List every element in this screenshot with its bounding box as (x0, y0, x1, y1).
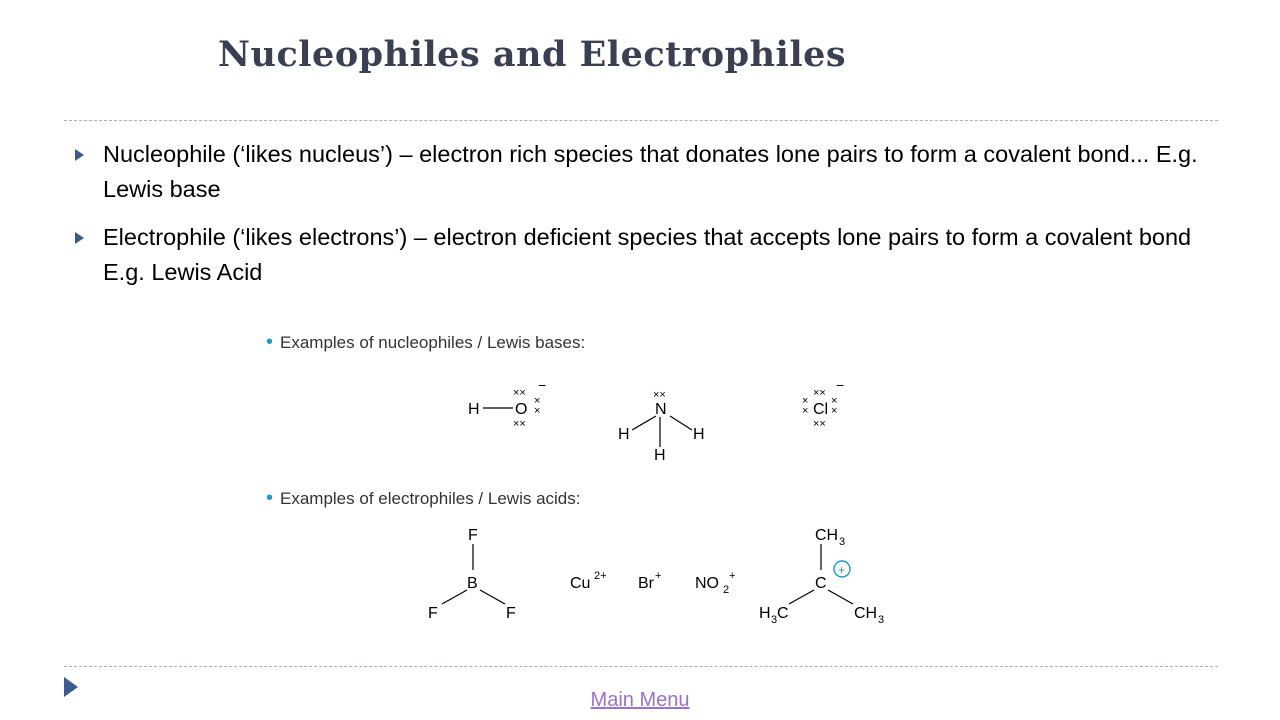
main-menu-link[interactable]: Main Menu (590, 689, 690, 711)
bullet-text: Electrophile (‘likes electrons’) – electron deficient species that accepts lone pairs to form a covalent bond E.g. Lewis Acid (103, 224, 1192, 285)
ammonia-n: N (655, 401, 667, 418)
ch3-top-sub: 3 (839, 536, 846, 548)
bf3-b: B (467, 575, 478, 592)
heading-bullet: • (266, 487, 274, 509)
chloride-dots-left-2: × (802, 405, 809, 417)
hydroxide-dots-bottom: ×× (513, 418, 526, 430)
top-divider (64, 120, 1218, 121)
chloride-structure (802, 377, 844, 430)
cu-charge: 2+ (594, 570, 607, 582)
bf3-f-right: F (506, 605, 516, 622)
bf3-f-top: F (468, 527, 478, 544)
ammonia-h-left: H (618, 426, 630, 443)
h3c-left-sub: 3 (771, 614, 778, 626)
plus-charge: + (838, 563, 846, 577)
ammonia-dots: ×× (653, 389, 666, 401)
lewis-examples-figure (262, 322, 902, 636)
electrophiles-heading: Examples of electrophiles / Lewis acids: (280, 489, 581, 508)
h3c-left-h: H (759, 605, 771, 622)
cu-symbol: Cu (570, 575, 591, 592)
br-symbol: Br (638, 575, 654, 592)
ammonia-h-bottom: H (654, 447, 666, 464)
bullet-electrophile (75, 220, 1225, 290)
chloride-dots-bottom: ×× (813, 418, 826, 430)
chloride-charge: − (836, 377, 845, 393)
heading-bullet: • (266, 331, 274, 353)
hydroxide-dots-right: × (534, 395, 541, 407)
slide-title: Nucleophiles and Electrophiles (218, 34, 847, 75)
hydroxide-dots-top: ×× (513, 387, 526, 399)
bullet-arrow-icon (75, 149, 84, 161)
br-charge: + (655, 570, 662, 582)
hydroxide-charge: − (538, 377, 547, 393)
bullet-nucleophile (75, 137, 1225, 207)
no2-symbol: NO (695, 575, 719, 592)
copper-ion (570, 570, 607, 592)
hydroxide-structure (468, 377, 546, 430)
carbocation-c: C (815, 575, 827, 592)
bf3-structure (428, 527, 516, 622)
chloride-dots-right: × (831, 395, 838, 407)
hydroxide-o: O (515, 401, 528, 418)
no2-charge: + (729, 570, 736, 582)
ammonia-h-right: H (693, 426, 705, 443)
ammonia-structure (618, 389, 705, 464)
chloride-dots-top: ×× (813, 387, 826, 399)
h3c-left-c: C (777, 605, 789, 622)
bullet-arrow-icon (75, 232, 84, 244)
bromine-ion (638, 570, 661, 592)
chloride-dots-left: × (802, 395, 809, 407)
carbocation-structure (759, 527, 884, 626)
bf3-f-left: F (428, 605, 438, 622)
bottom-divider (64, 666, 1218, 667)
nitronium-ion (695, 570, 735, 596)
chloride-cl: Cl (813, 401, 829, 418)
nucleophiles-heading: Examples of nucleophiles / Lewis bases: (280, 333, 586, 352)
hydroxide-dots-right-2: × (534, 405, 541, 417)
chloride-dots-right-2: × (831, 405, 838, 417)
hydroxide-h: H (468, 401, 480, 418)
ch3-top: CH (815, 527, 839, 544)
ch3-right: CH (854, 605, 878, 622)
ch3-right-sub: 3 (878, 614, 885, 626)
bullet-text: Nucleophile (‘likes nucleus’) – electron rich species that donates lone pairs to form a covalent bond... E.g. Lewis base (103, 141, 1198, 202)
bullet-list (75, 137, 1225, 303)
no2-sub: 2 (723, 584, 730, 596)
